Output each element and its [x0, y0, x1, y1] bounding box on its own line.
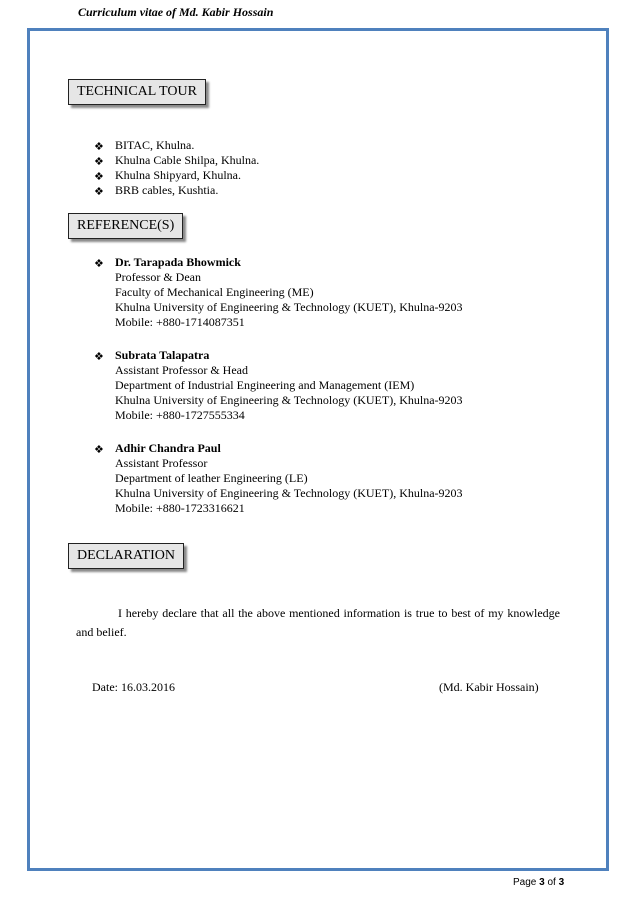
references-heading: REFERENCE(S) — [68, 213, 183, 239]
reference-title: Professor & Dean — [115, 270, 201, 284]
reference-name: Adhir Chandra Paul — [115, 441, 221, 455]
reference-institution: Khulna University of Engineering & Technology (KUET), Khulna-9203 — [115, 393, 463, 407]
tour-item-text: BITAC, Khulna. — [115, 138, 195, 152]
diamond-bullet-icon: ❖ — [94, 185, 104, 198]
references-list — [92, 255, 463, 534]
reference-name: Subrata Talapatra — [115, 348, 210, 362]
reference-institution: Khulna University of Engineering & Technology (KUET), Khulna-9203 — [115, 300, 463, 314]
diamond-bullet-icon: ❖ — [94, 443, 104, 456]
diamond-bullet-icon: ❖ — [94, 257, 104, 270]
page-number — [513, 877, 564, 888]
list-item — [92, 168, 259, 183]
current-page: 3 — [539, 877, 545, 888]
list-item — [92, 138, 259, 153]
of-word: of — [547, 877, 556, 888]
diamond-bullet-icon: ❖ — [94, 170, 104, 183]
diamond-bullet-icon: ❖ — [94, 155, 104, 168]
total-pages: 3 — [558, 877, 565, 888]
list-item — [92, 153, 259, 168]
document-header-title: Curriculum vitae of Md. Kabir Hossain — [78, 5, 274, 19]
declaration-signature: (Md. Kabir Hossain) — [439, 680, 539, 694]
reference-department: Department of leather Engineering (LE) — [115, 471, 308, 485]
technical-tour-heading: TECHNICAL TOUR — [68, 79, 206, 105]
page-word: Page — [513, 877, 537, 888]
technical-tour-list — [92, 138, 259, 198]
diamond-bullet-icon: ❖ — [94, 140, 104, 153]
diamond-bullet-icon: ❖ — [94, 350, 104, 363]
reference-department: Department of Industrial Engineering and Management (IEM) — [115, 378, 415, 392]
reference-entry — [92, 441, 463, 516]
reference-title: Assistant Professor — [115, 456, 208, 470]
tour-item-text: Khulna Shipyard, Khulna. — [115, 168, 241, 182]
reference-name: Dr. Tarapada Bhowmick — [115, 255, 241, 269]
reference-mobile: Mobile: +880-1723316621 — [115, 501, 245, 515]
reference-title: Assistant Professor & Head — [115, 363, 248, 377]
reference-institution: Khulna University of Engineering & Technology (KUET), Khulna-9203 — [115, 486, 463, 500]
declaration-heading: DECLARATION — [68, 543, 184, 569]
declaration-date: Date: 16.03.2016 — [92, 680, 175, 694]
reference-department: Faculty of Mechanical Engineering (ME) — [115, 285, 314, 299]
reference-mobile: Mobile: +880-1714087351 — [115, 315, 245, 329]
reference-entry — [92, 255, 463, 330]
declaration-text: I hereby declare that all the above mentioned information is true to best of my knowledge and belief. — [76, 606, 560, 639]
list-item — [92, 183, 259, 198]
tour-item-text: BRB cables, Kushtia. — [115, 183, 219, 197]
tour-item-text: Khulna Cable Shilpa, Khulna. — [115, 153, 260, 167]
reference-entry — [92, 348, 463, 423]
reference-mobile: Mobile: +880-1727555334 — [115, 408, 245, 422]
